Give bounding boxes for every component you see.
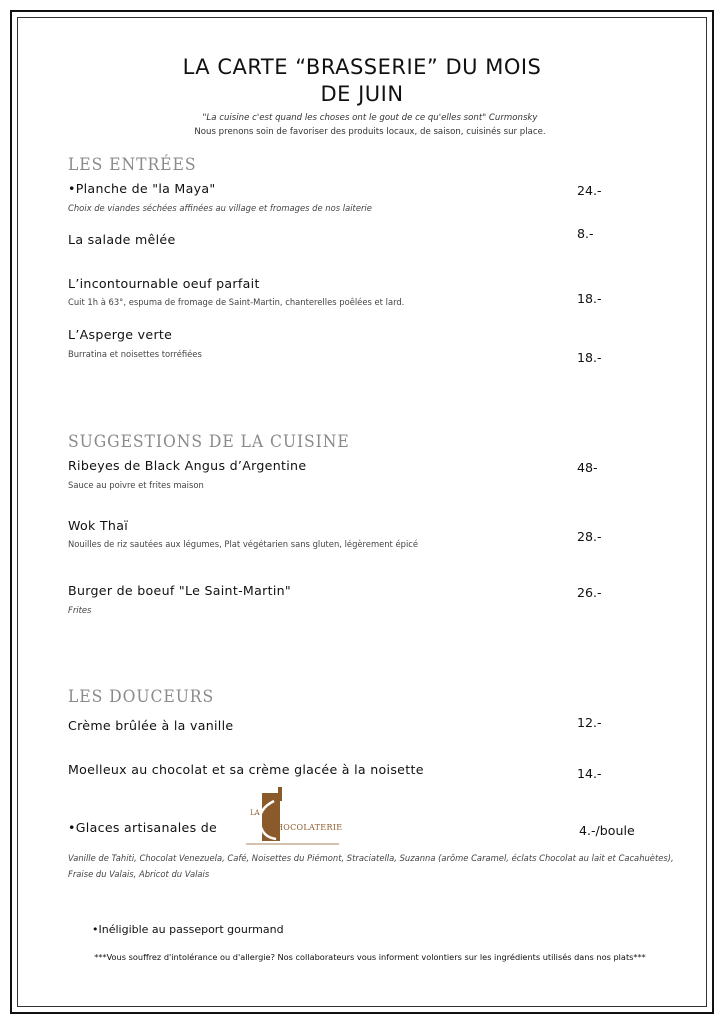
allergy-note: ***Vous souffrez d'intolérance ou d'allergie? Nos collaborateurs vous informent volontiers sur les ingrédients utilisés dans nos plats*** <box>94 952 646 962</box>
gourmand-pass-note: •Inéligible au passeport gourmand <box>92 923 284 936</box>
dish-description: Nouilles de riz sautées aux légumes, Plat végétarien sans gluten, légèrement épicé <box>68 539 419 549</box>
dish-name: Burger de boeuf "Le Saint-Martin" <box>68 583 291 598</box>
dish-price: 24.- <box>577 183 602 198</box>
dish-name: •Glaces artisanales de <box>68 820 218 835</box>
dish-price: 8.- <box>577 226 594 241</box>
chocolaterie-logo-graphic <box>244 787 341 848</box>
dish-name: L’incontournable oeuf parfait <box>68 276 260 291</box>
dish-name: L’Asperge verte <box>68 327 173 342</box>
dish-description: Choix de viandes séchées affinées au village et fromages de nos laiterie <box>68 203 372 213</box>
dish-name: Ribeyes de Black Angus d’Argentine <box>68 458 307 473</box>
dish-description: Sauce au poivre et frites maison <box>68 480 204 490</box>
dish-price: 18.- <box>577 350 602 365</box>
menu-quote: "La cuisine c'est quand les choses ont le gout de ce qu'elles sont" Curmonsky <box>202 113 538 123</box>
dish-price: 26.- <box>577 585 602 600</box>
dish-price: 48- <box>577 460 598 475</box>
dish-name: •Planche de "la Maya" <box>68 181 216 196</box>
glaces-description: Vanille de Tahiti, Chocolat Venezuela, Café, Noisettes du Piémont, Straciatella, Suzanna (arôme Caramel, éclats Chocolat au lait et Cacahuètes), Fraise du Valais, Abricot du Valais <box>68 853 674 879</box>
dish-description: Frites <box>68 605 92 615</box>
section-title-entrees: LES ENTRÉES <box>68 155 197 175</box>
menu-subtitle: Nous prenons soin de favoriser des produits locaux, de saison, cuisinés sur place. <box>194 127 546 137</box>
dish-price: 18.- <box>577 291 602 306</box>
dish-description: Cuit 1h à 63°, espuma de fromage de Saint-Martin, chanterelles poêlées et lard. <box>68 297 405 307</box>
chocolaterie-logo <box>244 787 341 848</box>
section-title-douceurs: LES DOUCEURS <box>68 687 215 707</box>
dish-name: Wok Thaï <box>68 518 129 533</box>
dish-price: 12.- <box>577 715 602 730</box>
dish-description: Burratina et noisettes torréfiées <box>68 349 202 359</box>
logo-text-chocolaterie: HOCOLATERIE <box>276 823 343 832</box>
dish-price: 4.-/boule <box>579 823 635 838</box>
logo-text-la: LA <box>250 809 260 817</box>
section-title-suggestions: SUGGESTIONS DE LA CUISINE <box>68 432 350 452</box>
dish-name: La salade mêlée <box>68 232 176 247</box>
menu-title-line2: DE JUIN <box>320 82 404 106</box>
dish-price: 28.- <box>577 529 602 544</box>
dish-name: Crème brûlée à la vanille <box>68 718 234 733</box>
dish-price: 14.- <box>577 766 602 781</box>
menu-title-line1: LA CARTE “BRASSERIE” DU MOIS <box>182 55 542 79</box>
dish-name: Moelleux au chocolat et sa crème glacée à la noisette <box>68 762 424 777</box>
